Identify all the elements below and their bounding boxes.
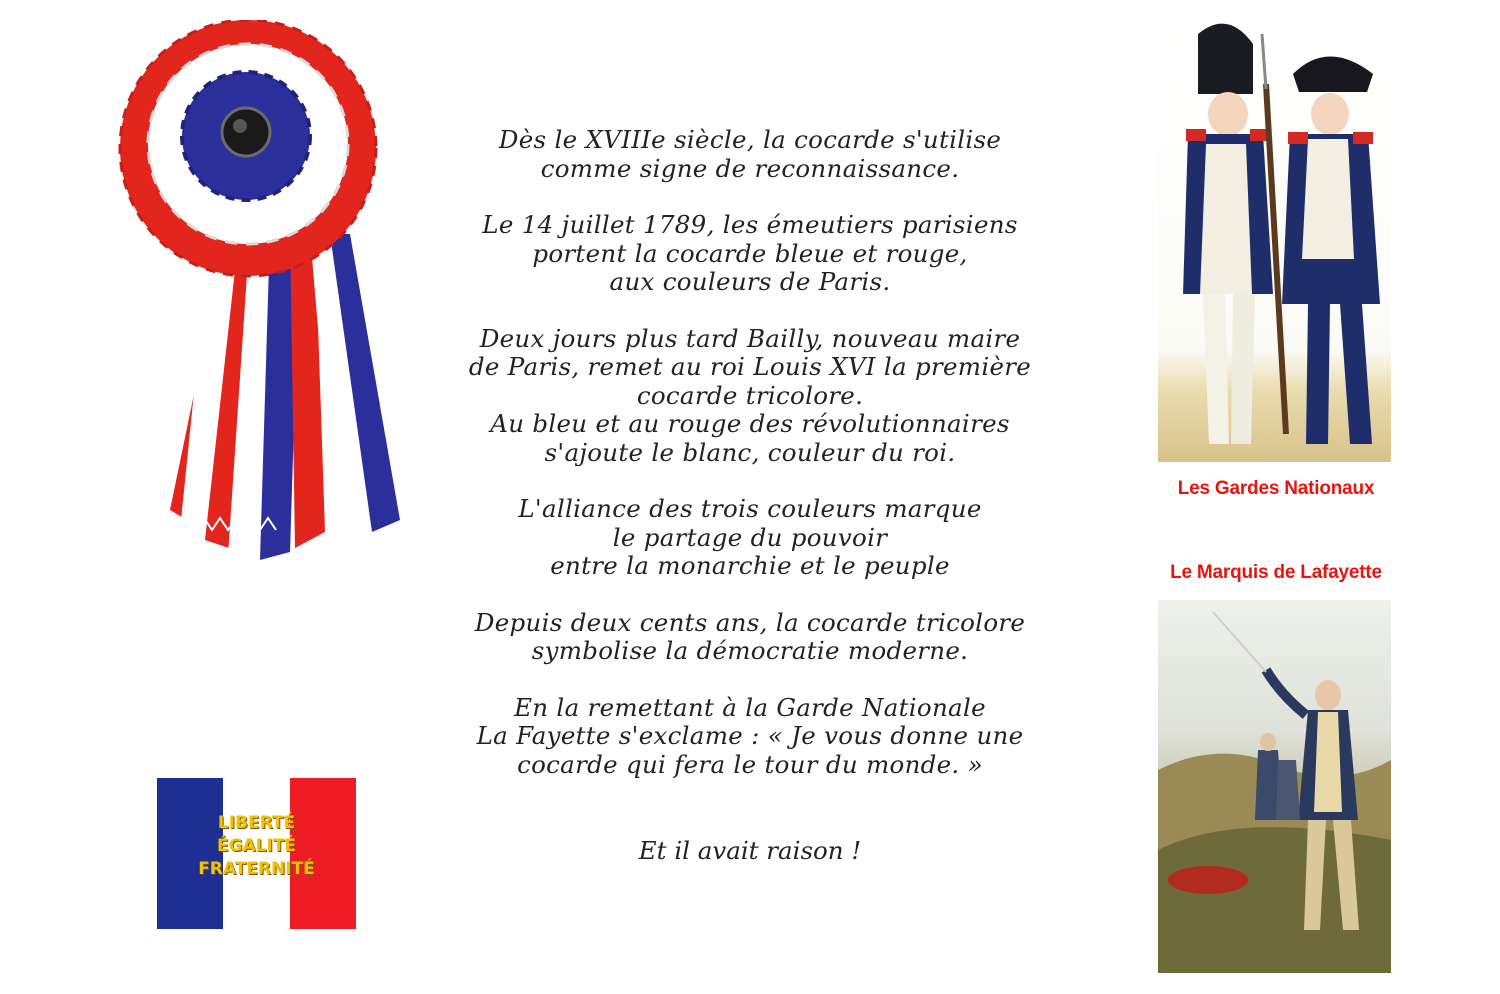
poem-line: L'alliance des trois couleurs marque: [518, 494, 982, 523]
poem-line: de Paris, remet au roi Louis XVI la première: [468, 352, 1032, 381]
poem-line: s'ajoute le blanc, couleur du roi.: [544, 437, 956, 467]
tricolor-cockade-image: [100, 20, 420, 560]
lafayette-caption: Le Marquis de Lafayette: [1170, 562, 1382, 583]
poem-line: le partage du pouvoir: [612, 522, 888, 552]
poem-line: entre la monarchie et le peuple: [550, 551, 950, 580]
poem-line: Deux jours plus tard Bailly, nouveau maire: [479, 323, 1021, 353]
motto-liberte: LIBERTÉ: [217, 813, 296, 833]
poem-line: comme signe de reconnaissance.: [540, 153, 960, 183]
poem-line: portent la cocarde bleue et rouge,: [532, 238, 968, 268]
poem-line: Depuis deux cents ans, la cocarde tricolore: [474, 607, 1026, 637]
lafayette-painting: [1158, 600, 1391, 973]
poem-line: Au bleu et au rouge des révolutionnaires: [490, 409, 1010, 438]
poem-stanza: [440, 325, 1060, 468]
poem-line: aux couleurs de Paris.: [609, 267, 891, 296]
poem-closing-line: Et il avait raison !: [638, 836, 862, 865]
flag-motto: [157, 812, 356, 881]
poem-stanza: [440, 694, 1060, 780]
national-guards-caption: Les Gardes Nationaux: [1177, 478, 1375, 499]
poem-line: cocarde tricolore.: [636, 380, 864, 410]
poem-stanza: [440, 126, 1060, 183]
motto-fraternite: FRATERNITÉ: [198, 859, 315, 879]
poem-stanza: [440, 495, 1060, 581]
motto-egalite: ÉGALITÉ: [216, 836, 297, 856]
poem-line: symbolise la démocratie moderne.: [531, 636, 969, 665]
poem-line: Le 14 juillet 1789, les émeutiers parisiens: [482, 210, 1018, 239]
poem-text: [440, 126, 1060, 807]
poem-line: Dès le XVIIIe siècle, la cocarde s'utilise: [498, 125, 1002, 154]
poem-line: La Fayette s'exclame : « Je vous donne une: [476, 721, 1024, 750]
poem-stanza: [440, 609, 1060, 666]
national-guards-image: [1158, 14, 1391, 462]
poem-line: En la remettant à la Garde Nationale: [514, 692, 986, 722]
poem-stanza: [440, 211, 1060, 297]
poem-line: cocarde qui fera le tour du monde. »: [517, 749, 983, 779]
